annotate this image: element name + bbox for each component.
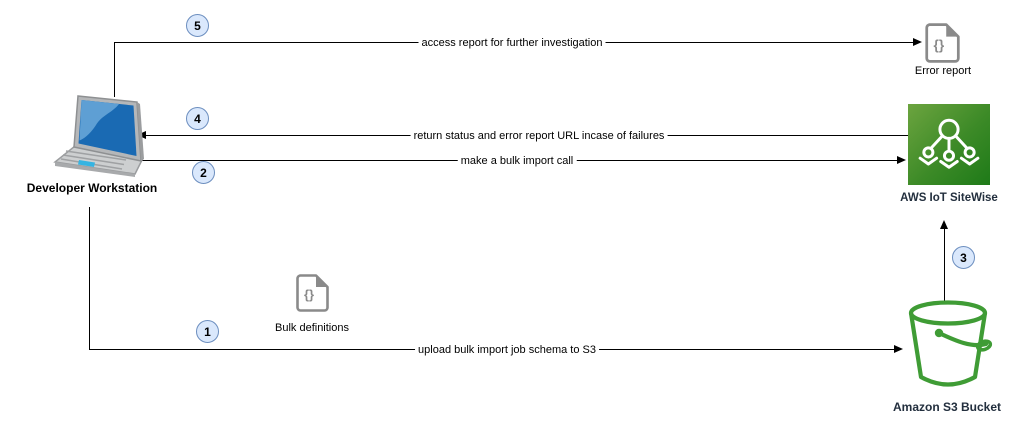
amazon-s3-bucket-node (903, 299, 993, 395)
json-glyph: {} (933, 37, 945, 53)
developer-workstation-node (52, 82, 148, 178)
error-report-node (924, 23, 960, 63)
s3-bucket-icon (903, 299, 993, 395)
edge-step3-arrowhead (940, 220, 948, 229)
edge-step2-arrowhead (897, 156, 906, 164)
aws-iot-sitewise-icon (916, 112, 982, 178)
aws-iot-sitewise-node (908, 104, 990, 185)
edge-step2-label: make a bulk import call (458, 154, 577, 168)
aws-iot-sitewise-label: AWS IoT SiteWise (900, 192, 998, 204)
step-badge-4: 4 (186, 107, 209, 130)
laptop-icon (52, 82, 148, 178)
json-document-icon (924, 23, 960, 63)
error-report-label: Error report (914, 65, 972, 77)
json-glyph: {} (303, 287, 315, 302)
edge-step5-arrowhead (913, 38, 922, 46)
edge-step1-vertical (89, 207, 90, 350)
step-badge-5: 5 (186, 14, 209, 37)
json-document-icon (295, 274, 329, 312)
amazon-s3-bucket-label: Amazon S3 Bucket (892, 400, 1002, 414)
step-badge-1: 1 (196, 320, 219, 343)
edge-step5-label: access report for further investigation (419, 36, 606, 50)
edge-step3-vertical (944, 228, 945, 303)
edge-step4-label: return status and error report URL incase of failures (411, 129, 668, 143)
step-badge-3: 3 (952, 246, 975, 269)
step-badge-2: 2 (192, 161, 215, 184)
edge-step1-label: upload bulk import job schema to S3 (415, 343, 599, 357)
bulk-definitions-label: Bulk definitions (275, 322, 349, 334)
developer-workstation-label: Developer Workstation (26, 181, 158, 195)
bulk-definitions-node (295, 274, 329, 312)
edge-step1-arrowhead (894, 345, 903, 353)
